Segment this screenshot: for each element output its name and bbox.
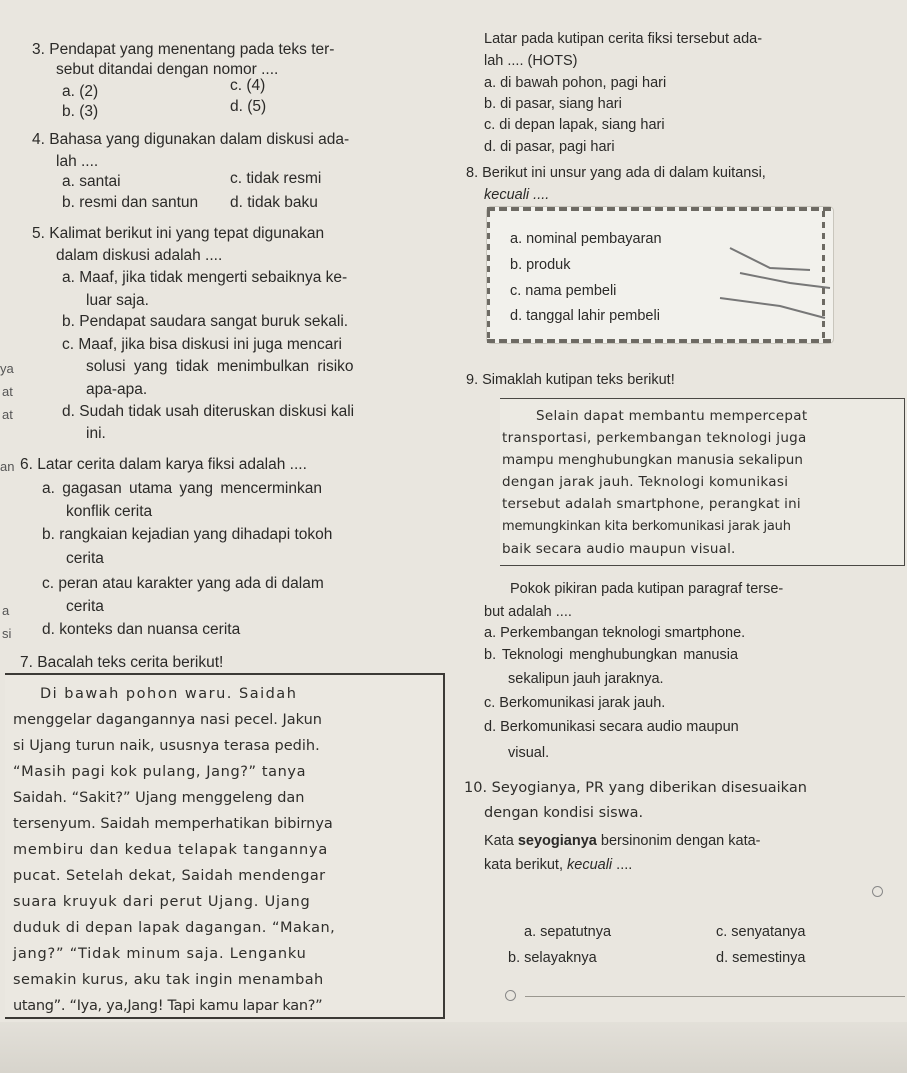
- story-line: Di bawah pohon waru. Saidah: [40, 686, 298, 702]
- story-line: utang”. “Iya, ya,Jang! Tapi kamu lapar kan?”: [13, 998, 323, 1014]
- q9-question-line2: but adalah ....: [484, 604, 572, 620]
- q8-option-b: b. produk: [510, 257, 571, 273]
- q5-option-c-line1: c. Maaf, jika bisa diskusi ini juga mencari: [62, 336, 342, 353]
- margin-fragment: a: [2, 603, 10, 618]
- receipt-card-border: [487, 207, 833, 211]
- q10-option-d: d. semestinya: [716, 950, 806, 966]
- q8-option-c: c. nama pembeli: [510, 283, 617, 299]
- q6-option-c-line2: cerita: [66, 598, 104, 615]
- q6-option-b-line2: cerita: [66, 550, 104, 567]
- q4-option-a: a. santai: [62, 173, 121, 190]
- q5-option-c-line2: solusi yang tidak menimbulkan risiko: [86, 358, 354, 375]
- q5-stem-line1: 5. Kalimat berikut ini yang tepat digunakan: [32, 225, 325, 242]
- q10-stem-line1: 10. Seyogianya, PR yang diberikan disesuaikan: [464, 780, 807, 796]
- q6-stem: 6. Latar cerita dalam karya fiksi adalah ....: [20, 456, 307, 473]
- q6-option-b-line1: b. rangkaian kejadian yang dihadapi tokoh: [42, 526, 333, 543]
- story-line: pucat. Setelah dekat, Saidah mendengar: [13, 868, 326, 884]
- q4-stem-line1: 4. Bahasa yang digunakan dalam diskusi ada-: [32, 131, 350, 148]
- story-line: Saidah. “Sakit?” Ujang menggeleng dan: [13, 790, 305, 806]
- divider: [525, 996, 905, 997]
- q10-stem-line3: Kata seyogianya bersinonim dengan kata-: [484, 833, 761, 849]
- receipt-card-border: [487, 339, 833, 343]
- q10-stem-line4: kata berikut, kecuali ....: [484, 857, 633, 873]
- q9-text-line: transportasi, perkembangan teknologi juga: [502, 430, 807, 446]
- q9-option-a: a. Perkembangan teknologi smartphone.: [484, 625, 746, 641]
- q7-option-a: a. di bawah pohon, pagi hari: [484, 75, 667, 91]
- q10-option-b: b. selayaknya: [508, 950, 597, 966]
- story-line: “Masih pagi kok pulang, Jang?” tanya: [13, 764, 307, 780]
- q7-stem: 7. Bacalah teks cerita berikut!: [20, 654, 224, 671]
- q3-option-d: d. (5): [230, 98, 267, 115]
- q5-option-a-line2: luar saja.: [86, 292, 149, 309]
- q10-option-c: c. senyatanya: [716, 924, 806, 940]
- q9-option-d-line2: visual.: [508, 745, 550, 761]
- q7-option-b: b. di pasar, siang hari: [484, 96, 622, 112]
- q8-stem-line1: 8. Berikut ini unsur yang ada di dalam kuitansi,: [466, 165, 766, 181]
- margin-fragment: at: [2, 407, 13, 422]
- keyword-emphasis: seyogianya: [517, 833, 597, 849]
- q7-question-line2: lah .... (HOTS): [484, 53, 578, 69]
- story-line: semakin kurus, aku tak ingin menambah: [13, 972, 324, 988]
- q9-text-line: memungkinkan kita berkomunikasi jarak jauh: [502, 519, 791, 534]
- q9-question-line1: Pokok pikiran pada kutipan paragraf terse-: [510, 581, 784, 597]
- q9-option-d-line1: d. Berkomunikasi secara audio maupun: [484, 719, 739, 735]
- margin-fragment: ya: [0, 361, 14, 376]
- q8-stem-line2: kecuali ....: [484, 187, 550, 203]
- q8-option-a: a. nominal pembayaran: [510, 231, 662, 247]
- q9-stem: 9. Simaklah kutipan teks berikut!: [466, 372, 675, 388]
- q5-stem-line2: dalam diskusi adalah ....: [56, 247, 223, 264]
- q5-option-d-line1: d. Sudah tidak usah diteruskan diskusi kali: [62, 403, 355, 420]
- q3-option-c: c. (4): [230, 77, 266, 94]
- story-line: membiru dan kedua telapak tangannya: [13, 842, 329, 858]
- q4-stem-line2: lah ....: [56, 153, 99, 170]
- q3-option-b: b. (3): [62, 103, 99, 120]
- circle-mark-icon: [505, 990, 516, 1001]
- q10-stem-line2: dengan kondisi siswa.: [484, 805, 644, 821]
- q5-option-b: b. Pendapat saudara sangat buruk sekali.: [62, 313, 349, 330]
- story-line: si Ujang turun naik, ususnya terasa pedih.: [13, 738, 320, 754]
- q4-option-d: d. tidak baku: [230, 194, 318, 211]
- margin-fragment: si: [2, 626, 12, 641]
- q5-option-d-line2: ini.: [86, 425, 106, 442]
- keyword-emphasis: kecuali: [567, 857, 613, 873]
- story-line: duduk di depan lapak dagangan. “Makan,: [13, 920, 336, 936]
- q3-stem-line2: sebut ditandai dengan nomor ....: [56, 61, 279, 78]
- q9-text-line: Selain dapat membantu mempercepat: [536, 408, 808, 424]
- q3-option-a: a. (2): [62, 83, 99, 100]
- q9-option-b-line2: sekalipun jauh jaraknya.: [508, 671, 664, 687]
- circle-mark-icon: [872, 886, 883, 897]
- q9-option-c: c. Berkomunikasi jarak jauh.: [484, 695, 666, 711]
- story-line: menggelar dagangannya nasi pecel. Jakun: [13, 712, 322, 728]
- q7-option-d: d. di pasar, pagi hari: [484, 139, 615, 155]
- q6-option-d: d. konteks dan nuansa cerita: [42, 621, 241, 638]
- q9-text-line: baik secara audio maupun visual.: [502, 541, 736, 557]
- q9-option-b-line1: b. Teknologi menghubungkan manusia: [484, 647, 739, 663]
- receipt-card-border: [487, 211, 490, 339]
- q3-stem-line1: 3. Pendapat yang menentang pada teks ter-: [32, 41, 335, 58]
- q8-option-d: d. tanggal lahir pembeli: [510, 308, 660, 324]
- q9-text-line: tersebut adalah smartphone, perangkat ini: [502, 496, 801, 512]
- story-line: suara kruyuk dari perut Ujang. Ujang: [13, 894, 311, 910]
- story-line: tersenyum. Saidah memperhatikan bibirnya: [13, 816, 333, 832]
- q7-option-c: c. di depan lapak, siang hari: [484, 117, 665, 133]
- q10-option-a: a. sepatutnya: [524, 924, 612, 940]
- page-bottom-bleed: [0, 1022, 907, 1073]
- q5-option-c-line3: apa-apa.: [86, 381, 148, 398]
- q9-text-line: dengan jarak jauh. Teknologi komunikasi: [502, 474, 789, 490]
- q6-option-a-line1: a. gagasan utama yang mencerminkan: [42, 480, 322, 497]
- q6-option-c-line1: c. peran atau karakter yang ada di dalam: [42, 575, 324, 592]
- q6-option-a-line2: konflik cerita: [66, 503, 153, 520]
- ribbon-decoration-icon: [700, 228, 840, 328]
- q7-question-line1: Latar pada kutipan cerita fiksi tersebut ada-: [484, 31, 763, 47]
- q9-text-line: mampu menghubungkan manusia sekalipun: [502, 452, 803, 468]
- q4-option-b: b. resmi dan santun: [62, 194, 199, 211]
- margin-fragment: an: [0, 459, 15, 474]
- story-line: jang?” “Tidak minum saja. Lenganku: [13, 946, 307, 962]
- q4-option-c: c. tidak resmi: [230, 170, 322, 187]
- margin-fragment: at: [2, 384, 13, 399]
- q5-option-a-line1: a. Maaf, jika tidak mengerti sebaiknya ke-: [62, 269, 348, 286]
